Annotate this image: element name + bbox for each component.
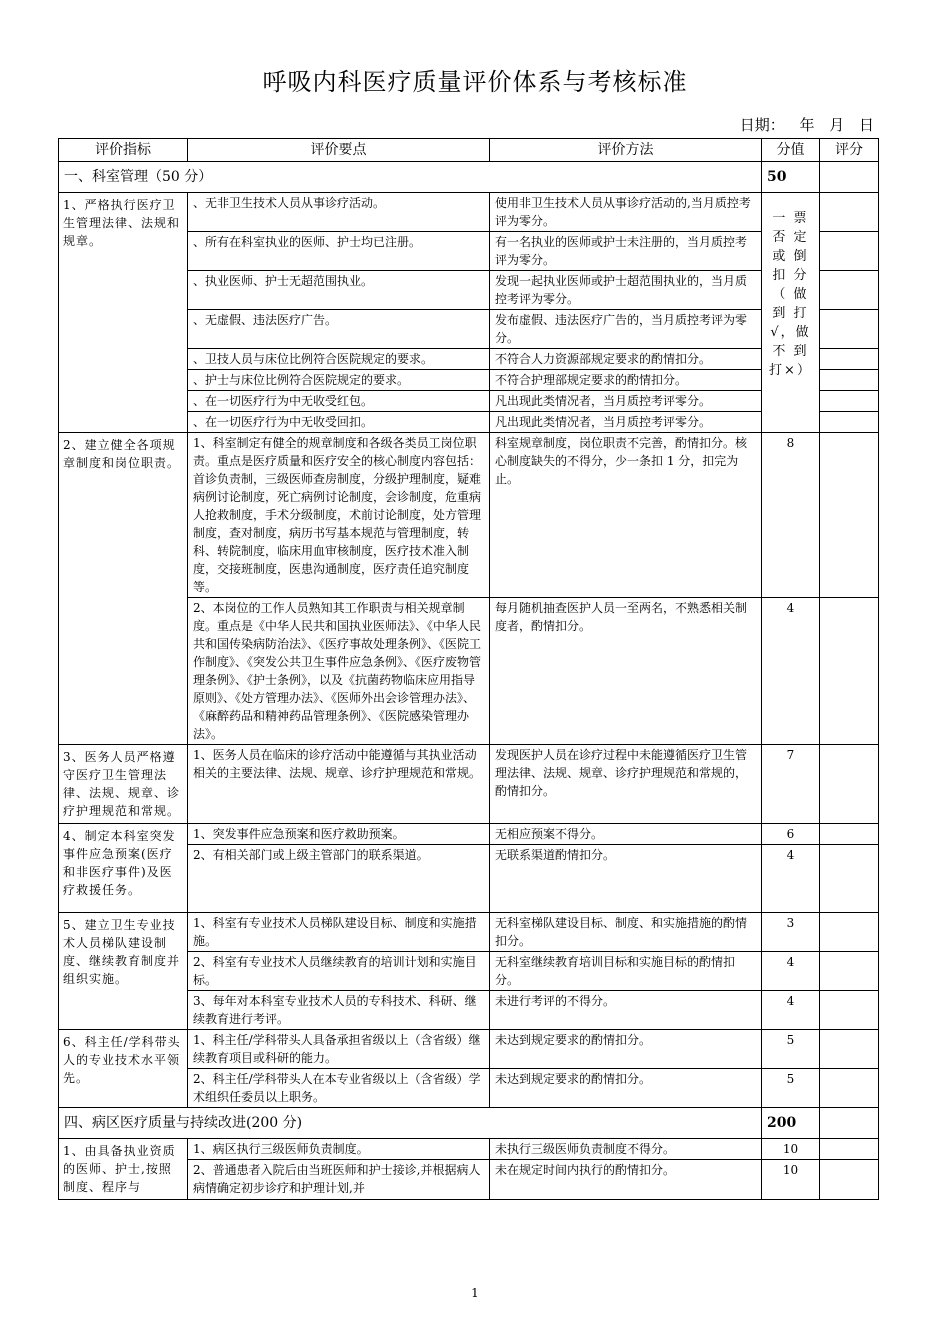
point-cell: 2、科室有专业技术人员继续教育的培训计划和实施目标。 — [188, 952, 490, 991]
method-cell: 每月随机抽查医护人员一至两名，不熟悉相关制度者，酌情扣分。 — [490, 598, 762, 745]
score-cell: 4 — [762, 991, 820, 1030]
method-cell: 未执行三级医师负责制度不得分。 — [490, 1139, 762, 1160]
point-cell: 、护士与床位比例符合医院规定的要求。 — [188, 370, 490, 391]
table-header-row — [59, 139, 879, 162]
score-cell: 5 — [762, 1030, 820, 1069]
method-cell: 未达到规定要求的酌情扣分。 — [490, 1030, 762, 1069]
indicator-cell: 1、由具备执业资质的医师、护士,按照制度、程序与 — [59, 1139, 188, 1200]
method-cell: 发布虚假、违法医疗广告的，当月质控考评为零分。 — [490, 310, 762, 349]
point-cell: 2、普通患者入院后由当班医师和护士接诊,并根据病人病情确定初步诊疗和护理计划,并 — [188, 1160, 490, 1200]
indicator-cell: 2、建立健全各项规章制度和岗位职责。 — [59, 433, 188, 745]
method-cell: 未在规定时间内执行的酌情扣分。 — [490, 1160, 762, 1200]
table-row — [59, 745, 879, 824]
page-title: 呼吸内科医疗质量评价体系与考核标准 — [262, 68, 688, 96]
score-cell: 10 — [762, 1139, 820, 1160]
method-cell: 未进行考评的不得分。 — [490, 991, 762, 1030]
rating-cell — [820, 433, 879, 598]
point-cell: 1、突发事件应急预案和医疗救助预案。 — [188, 824, 490, 845]
point-cell: 1、科主任/学科带头人具备承担省级以上（含省级）继续教育项目或科研的能力。 — [188, 1030, 490, 1069]
rating-cell — [820, 310, 879, 349]
method-cell: 科室规章制度，岗位职责不完善，酌情扣分。核心制度缺失的不得分，少一条扣 1 分，扣完为止。 — [490, 433, 762, 598]
score-cell: 7 — [762, 745, 820, 824]
header-points: 评价要点 — [188, 139, 490, 162]
score-cell: 8 — [762, 433, 820, 598]
table-row — [59, 1139, 879, 1160]
method-cell: 发现一起执业医师或护士超范围执业的，当月质控考评为零分。 — [490, 271, 762, 310]
point-cell: 、在一切医疗行为中无收受回扣。 — [188, 412, 490, 433]
method-cell: 凡出现此类情况者，当月质控考评零分。 — [490, 391, 762, 412]
point-cell: 、执业医师、护士无超范围执业。 — [188, 271, 490, 310]
point-cell: 1、医务人员在临床的诊疗活动中能遵循与其执业活动相关的主要法律、法规、规章、诊疗护理规范和常规。 — [188, 745, 490, 824]
point-cell: 3、每年对本科室专业技术人员的专科技术、科研、继续教育进行考评。 — [188, 991, 490, 1030]
rating-cell — [820, 1160, 879, 1200]
method-cell: 无相应预案不得分。 — [490, 824, 762, 845]
score-cell: 6 — [762, 824, 820, 845]
section-score: 200 — [762, 1108, 820, 1139]
table-row — [59, 1030, 879, 1069]
section-title: 四、病区医疗质量与持续改进(200 分) — [59, 1108, 762, 1139]
veto-note: 一 票 否 定 或 倒 扣 分 （ 做 到 打 √，做 不 到 打×） — [762, 193, 820, 433]
rating-cell — [820, 349, 879, 370]
score-cell: 4 — [762, 598, 820, 745]
header-rating: 评分 — [820, 139, 879, 162]
rating-cell — [820, 391, 879, 412]
rating-cell — [820, 1030, 879, 1069]
rating-cell — [820, 193, 879, 232]
rating-cell — [820, 991, 879, 1030]
method-cell: 不符合人力资源部规定要求的酌情扣分。 — [490, 349, 762, 370]
rating-cell — [820, 370, 879, 391]
point-cell: 1、科室制定有健全的规章制度和各级各类员工岗位职责。重点是医疗质量和医疗安全的核心制度内容包括：首诊负责制，三级医师查房制度，分级护理制度，疑难病例讨论制度，死亡病例讨论制度，会诊制度，危重病人抢救制度，手术分级制度，术前讨论制度，处方管理制度，查对制度，病历书写基本规范与管理制度，转科、转院制度，临床用血审核制度，医疗技术准入制度，交接班制度，医患沟通制度，医疗责任追究制度等。 — [188, 433, 490, 598]
method-cell: 使用非卫生技术人员从事诊疗活动的,当月质控考评为零分。 — [490, 193, 762, 232]
indicator-cell: 6、科主任/学科带头人的专业技术水平领先。 — [59, 1030, 188, 1108]
point-cell: 、无非卫生技术人员从事诊疗活动。 — [188, 193, 490, 232]
method-cell: 发现医护人员在诊疗过程中未能遵循医疗卫生管理法律、法规、规章、诊疗护理规范和常规的，酌情扣分。 — [490, 745, 762, 824]
point-cell: 、卫技人员与床位比例符合医院规定的要求。 — [188, 349, 490, 370]
section-row — [59, 162, 879, 193]
rating-cell — [820, 824, 879, 845]
point-cell: 、无虚假、违法医疗广告。 — [188, 310, 490, 349]
method-cell: 不符合护理部规定要求的酌情扣分。 — [490, 370, 762, 391]
point-cell: 2、科主任/学科带头人在本专业省级以上（含省级）学术组织任委员以上职务。 — [188, 1069, 490, 1108]
evaluation-table — [58, 138, 879, 1200]
rating-cell — [820, 913, 879, 952]
rating-cell — [820, 952, 879, 991]
rating-cell — [820, 1139, 879, 1160]
score-cell: 10 — [762, 1160, 820, 1200]
rating-cell — [820, 271, 879, 310]
point-cell: 1、科室有专业技术人员梯队建设目标、制度和实施措施。 — [188, 913, 490, 952]
method-cell: 凡出现此类情况者，当月质控考评零分。 — [490, 412, 762, 433]
section-score: 50 — [762, 162, 820, 193]
rating-cell — [820, 1069, 879, 1108]
score-cell: 5 — [762, 1069, 820, 1108]
table-row — [59, 913, 879, 952]
page-number: 1 — [471, 1286, 479, 1300]
point-cell: 2、有相关部门或上级主管部门的联系渠道。 — [188, 845, 490, 913]
method-cell: 有一名执业的医师或护士未注册的，当月质控考评为零分。 — [490, 232, 762, 271]
section-row — [59, 1108, 879, 1139]
score-cell: 4 — [762, 845, 820, 913]
point-cell: 、所有在科室执业的医师、护士均已注册。 — [188, 232, 490, 271]
table-row — [59, 433, 879, 598]
header-score: 分值 — [762, 139, 820, 162]
rating-cell — [820, 162, 879, 193]
table-row — [59, 824, 879, 845]
point-cell: 1、病区执行三级医师负责制度。 — [188, 1139, 490, 1160]
date-line: 日期： 年 月 日 — [739, 116, 874, 134]
rating-cell — [820, 412, 879, 433]
indicator-cell: 1、严格执行医疗卫生管理法律、法规和规章。 — [59, 193, 188, 433]
rating-cell — [820, 1108, 879, 1139]
indicator-cell: 5、建立卫生专业技术人员梯队建设制度、继续教育制度并组织实施。 — [59, 913, 188, 1030]
method-cell: 无联系渠道酌情扣分。 — [490, 845, 762, 913]
point-cell: 、在一切医疗行为中无收受红包。 — [188, 391, 490, 412]
rating-cell — [820, 232, 879, 271]
method-cell: 无科室梯队建设目标、制度、和实施措施的酌情扣分。 — [490, 913, 762, 952]
method-cell: 未达到规定要求的酌情扣分。 — [490, 1069, 762, 1108]
header-indicator: 评价指标 — [59, 139, 188, 162]
score-cell: 3 — [762, 913, 820, 952]
indicator-cell: 4、制定本科室突发事件应急预案(医疗和非医疗事件)及医疗救援任务。 — [59, 824, 188, 913]
method-cell: 无科室继续教育培训目标和实施目标的酌情扣分。 — [490, 952, 762, 991]
rating-cell — [820, 845, 879, 913]
score-cell: 4 — [762, 952, 820, 991]
rating-cell — [820, 598, 879, 745]
rating-cell — [820, 745, 879, 824]
indicator-cell: 3、医务人员严格遵守医疗卫生管理法律、法规、规章、诊疗护理规范和常规。 — [59, 745, 188, 824]
header-method: 评价方法 — [490, 139, 762, 162]
section-title: 一、科室管理（50 分） — [59, 162, 762, 193]
table-row — [59, 193, 879, 232]
point-cell: 2、本岗位的工作人员熟知其工作职责与相关规章制度。重点是《中华人民共和国执业医师法》、《中华人民共和国传染病防治法》、《医疗事故处理条例》、《医院工作制度》、《突发公共卫生事件应急条例》、《医疗废物管理条例》、《护士条例》，以及《抗菌药物临床应用指导原则》、《处方管理办法》、《医师外出会诊管理办法》、《麻醉药品和精神药品管理条例》、《医院感染管理办法》。 — [188, 598, 490, 745]
